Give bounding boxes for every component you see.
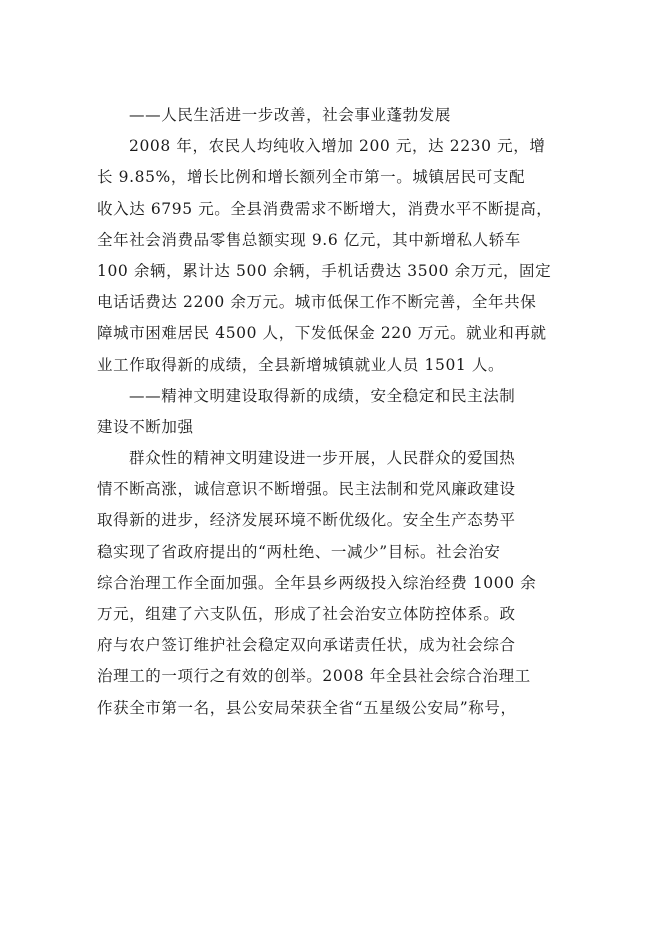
text-line: 障城市困难居民 4500 人，下发低保金 220 万元。就业和再就 [97, 324, 547, 343]
text-line: 建设不断加强 [97, 417, 194, 436]
text-line: ——精神文明建设取得新的成绩，安全稳定和民主法制 [129, 386, 516, 405]
text-line: 府与农户签订维护社会稳定双向承诺责任状，成为社会综合 [97, 636, 516, 655]
text-line: 取得新的进步，经济发展环境不断优级化。安全生产态势平 [97, 511, 516, 530]
text-line: 电话话费达 2200 余万元。城市低保工作不断完善，全年共保 [97, 293, 537, 312]
text-line: 万元，组建了六支队伍，形成了社会治安立体防控体系。政 [97, 605, 516, 623]
text-line: 全年社会消费品零售总额实现 9.6 亿元，其中新增私人轿车 [97, 230, 521, 249]
body-text [97, 100, 577, 724]
text-line: 群众性的精神文明建设进一步开展，人民群众的爱国热 [129, 449, 516, 468]
text-line: 作获全市第一名，县公安局荣获全省“五星级公安局”称号， [97, 698, 517, 717]
text-line: 100 余辆，累计达 500 余辆，手机话费达 3500 余万元，固定 [97, 261, 552, 280]
text-line: 情不断高涨，诚信意识不断增强。民主法制和党风廉政建设 [97, 480, 516, 499]
text-line: 长 9.85%，增长比例和增长额列全市第一。城镇居民可支配 [97, 168, 526, 187]
text-line: 稳实现了省政府提出的“两杜绝、一减少”目标。社会治安 [97, 542, 501, 561]
text-line: 治理工的一项行之有效的创举。2008 年全县社会综合治理工 [97, 667, 531, 686]
text-line: 综合治理工作全面加强。全年县乡两级投入综治经费 1000 余 [97, 573, 537, 592]
text-line: 收入达 6795 元。全县消费需求不断增大，消费水平不断提高， [97, 199, 553, 218]
text-line: ——人民生活进一步改善，社会事业蓬勃发展 [129, 106, 452, 124]
text-line: 2008 年，农民人均纯收入增加 200 元，达 2230 元，增 [129, 137, 546, 156]
text-line: 业工作取得新的成绩，全县新增城镇就业人员 1501 人。 [97, 355, 505, 374]
